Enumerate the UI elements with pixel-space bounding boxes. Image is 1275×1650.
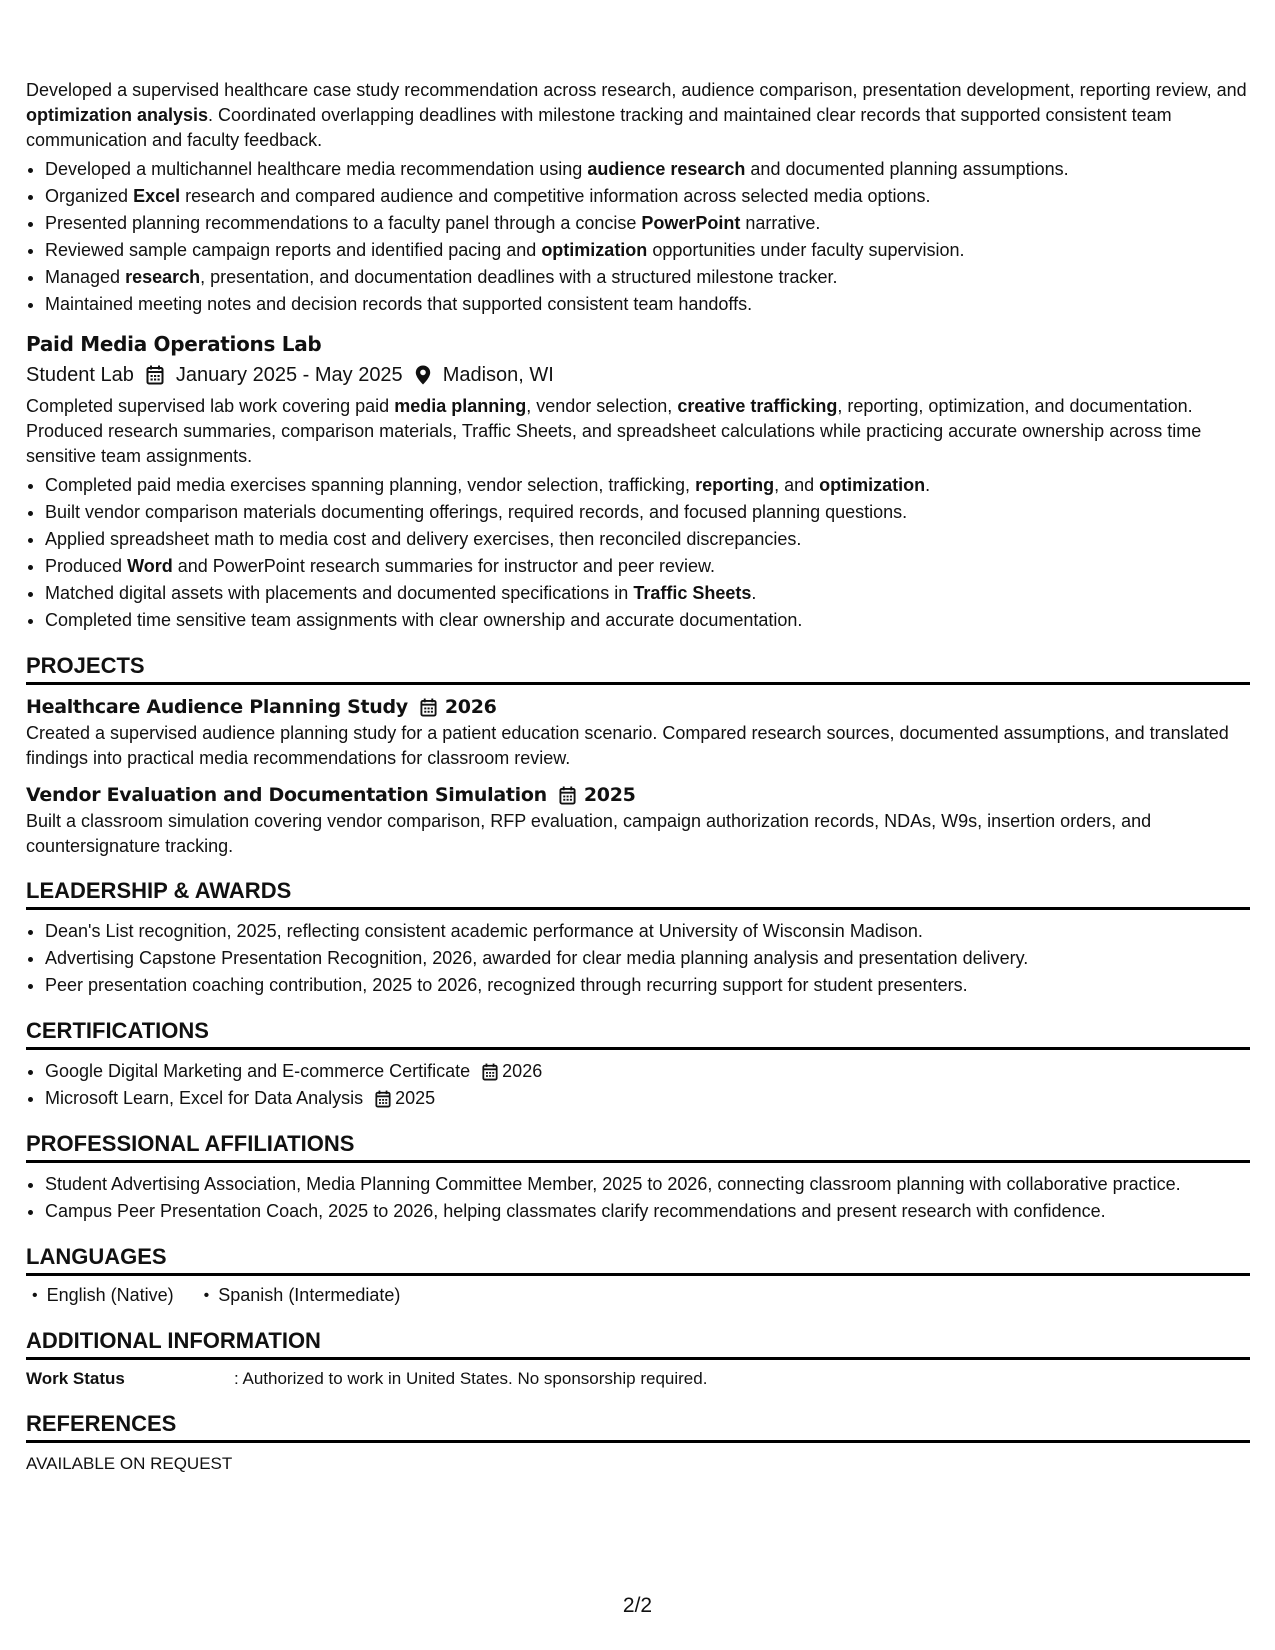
- languages-list: [26, 1282, 1250, 1309]
- bullet-item: • Produced Word and PowerPoint research summaries for instructor and peer review.: [45, 553, 1250, 580]
- certification-name: • Google Digital Marketing and E-commerce Certificate: [45, 1061, 471, 1081]
- affiliations-list: [26, 1171, 1250, 1225]
- references-section: [26, 1410, 1250, 1477]
- bullet-item: • Reviewed sample campaign reports and identified pacing and optimization opportunities under faculty supervision.: [45, 237, 1250, 264]
- experience-summary: Completed supervised lab work covering paid media planning, vendor selection, creative trafficking, reporting, optimization, and documentation. Produced research summaries, comparison materials, Traffic Sheets, and spreadsheet calculations while practicing accurate ownership across time sensitive team assignments.: [26, 396, 1202, 466]
- experience-bullets: [26, 472, 1250, 634]
- bullet-item: • Built vendor comparison materials documenting offerings, required records, and focused planning questions.: [45, 499, 1250, 526]
- list-item: • Peer presentation coaching contribution, 2025 to 2026, recognized through recurring support for student presenters.: [45, 972, 1250, 999]
- languages-section: [26, 1243, 1250, 1309]
- leadership-section: [26, 877, 1250, 999]
- section-heading: LEADERSHIP & AWARDS: [26, 877, 1250, 910]
- section-heading: REFERENCES: [26, 1410, 1250, 1443]
- bullet-item: • Organized Excel research and compared audience and competitive information across selected media options.: [45, 183, 1250, 210]
- project-title: Vendor Evaluation and Documentation Simulation: [26, 784, 547, 806]
- list-item: • Advertising Capstone Presentation Recognition, 2026, awarded for clear media planning analysis and presentation delivery.: [45, 945, 1250, 972]
- list-item: • Student Advertising Association, Media Planning Committee Member, 2025 to 2026, connecting classroom planning with collaborative practice.: [45, 1171, 1250, 1198]
- leadership-list: [26, 918, 1250, 999]
- certifications-section: [26, 1017, 1250, 1112]
- projects-section: [26, 652, 1250, 859]
- calendar-icon: [375, 1090, 391, 1108]
- certification-year: 2026: [502, 1061, 543, 1081]
- section-heading: CERTIFICATIONS: [26, 1017, 1250, 1050]
- certification-item: [45, 1058, 1250, 1085]
- bullet-item: • Applied spreadsheet math to media cost and delivery exercises, then reconciled discrepancies.: [45, 526, 1250, 553]
- calendar-icon: [482, 1063, 498, 1081]
- section-heading: LANGUAGES: [26, 1243, 1250, 1276]
- bullet-item: • Completed time sensitive team assignments with clear ownership and accurate documentation.: [45, 607, 1250, 634]
- additional-section: [26, 1327, 1250, 1392]
- language-item: • English (Native): [26, 1282, 174, 1309]
- entry-title: Paid Media Operations Lab: [26, 332, 322, 356]
- bullet-item: • Presented planning recommendations to a faculty panel through a concise PowerPoint narrative.: [45, 210, 1250, 237]
- map-pin-icon: [415, 365, 431, 385]
- project-description: Created a supervised audience planning study for a patient education scenario. Compared research sources, documented assumptions, and translated findings into practical media recommendations for classroom review.: [26, 723, 1229, 768]
- entry-location: Madison, WI: [442, 364, 554, 386]
- certifications-list: [26, 1058, 1250, 1112]
- section-heading: PROJECTS: [26, 652, 1250, 685]
- list-item: • Dean's List recognition, 2025, reflecting consistent academic performance at University of Wisconsin Madison.: [45, 918, 1250, 945]
- references-text: AVAILABLE ON REQUEST: [26, 1454, 233, 1473]
- project-title: Healthcare Audience Planning Study: [26, 696, 408, 718]
- experience-entry: [26, 78, 1250, 318]
- bullet-item: • Completed paid media exercises spanning planning, vendor selection, trafficking, reporting, and optimization.: [45, 472, 1250, 499]
- bullet-item: • Maintained meeting notes and decision records that supported consistent team handoffs.: [45, 291, 1250, 318]
- list-item: • Campus Peer Presentation Coach, 2025 to 2026, helping classmates clarify recommendations and present research with confidence.: [45, 1198, 1250, 1225]
- entry-meta: [26, 360, 1250, 390]
- language-item: • Spanish (Intermediate): [198, 1282, 401, 1309]
- project-year: 2026: [444, 696, 497, 718]
- affiliations-section: [26, 1130, 1250, 1225]
- resume-page: [26, 78, 1250, 1477]
- bullet-item: • Developed a multichannel healthcare media recommendation using audience research and documented planning assumptions.: [45, 156, 1250, 183]
- calendar-icon: [559, 786, 576, 805]
- project-description: Built a classroom simulation covering vendor comparison, RFP evaluation, campaign authorization records, NDAs, W9s, insertion orders, and countersignature tracking.: [26, 811, 1152, 856]
- certification-year: 2025: [395, 1088, 436, 1108]
- work-status-label: Work Status: [26, 1369, 125, 1388]
- page-number: 2/2: [622, 1594, 653, 1617]
- project-item: [26, 693, 1250, 771]
- experience-summary: Developed a supervised healthcare case study recommendation across research, audience comparison, presentation development, reporting review, and optimization analysis. Coordinated overlapping deadlines with milestone tracking and maintained clear records that supported consistent team communication and faculty feedback.: [26, 80, 1247, 150]
- section-heading: ADDITIONAL INFORMATION: [26, 1327, 1250, 1360]
- project-year: 2025: [583, 784, 636, 806]
- experience-entry: [26, 330, 1250, 634]
- certification-item: [45, 1085, 1250, 1112]
- section-heading: PROFESSIONAL AFFILIATIONS: [26, 1130, 1250, 1163]
- work-status-value: : Authorized to work in United States. No sponsorship required.: [234, 1369, 708, 1388]
- work-status-row: [26, 1366, 1250, 1392]
- entry-organization: Student Lab: [26, 364, 134, 386]
- calendar-icon: [146, 365, 164, 385]
- bullet-item: • Managed research, presentation, and documentation deadlines with a structured milestone tracker.: [45, 264, 1250, 291]
- entry-dates: January 2025 - May 2025: [175, 364, 403, 386]
- experience-bullets: [26, 156, 1250, 318]
- calendar-icon: [420, 698, 437, 717]
- certification-name: • Microsoft Learn, Excel for Data Analysis: [45, 1088, 364, 1108]
- project-item: [26, 781, 1250, 859]
- bullet-item: • Matched digital assets with placements and documented specifications in Traffic Sheets.: [45, 580, 1250, 607]
